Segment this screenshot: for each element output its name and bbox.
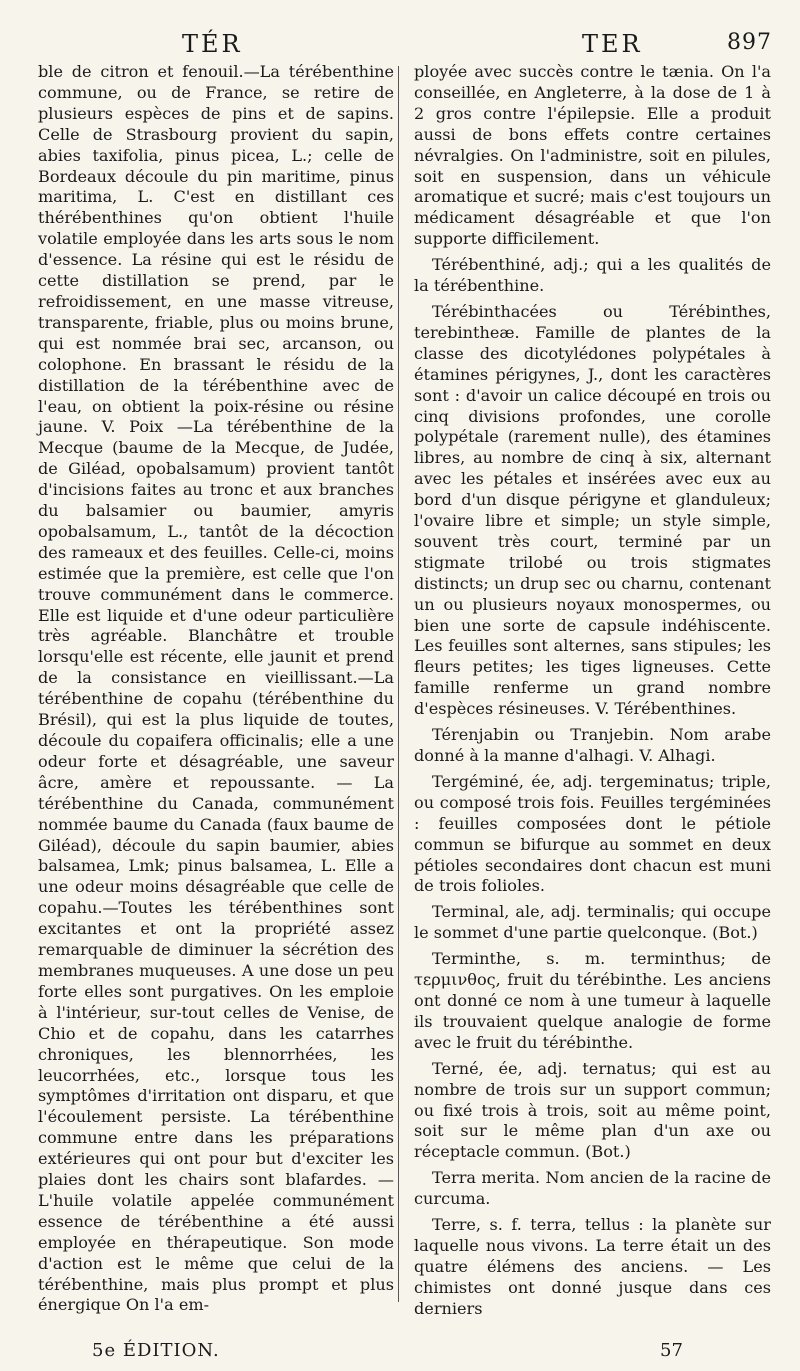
- entry-terre: Terre, s. f. terra, tellus : la planète sur laquelle nous vivons. La terre était un des quatre élémens des anciens. — Les chimistes ont donné jusque dans ces derniers: [414, 1215, 771, 1318]
- entry-terebinthacees: Térébinthacées ou Térébinthes, terebintheæ. Famille de plantes de la classe des dicotylédones polypétales à étamines périgynes, J., dont les caractères sont : d'avoir un calice découpé en trois ou cinq divisions profondes, une corolle polypétale (rarement nulle), des étamines libres, au nombre de cinq à six, alternant avec les pétales et insérées avec eux au bord d'un disque périgyne et glanduleux; l'ovaire libre et simple; un style simple, souvent très court, terminé par un stigmate trilobé ou trois stigmates distincts; un drup sec ou charnu, contenant un ou plusieurs noyaux monospermes, ou bien une sorte de capsule indéhiscente. Les feuilles sont alternes, sans stipules; les fleurs petites; les tiges ligneuses. Cette famille renferme un grand nombre d'espèces résineuses. V. Térébenthines.: [414, 301, 771, 719]
- entry-tergemine: Tergéminé, ée, adj. tergeminatus; triple, ou composé trois fois. Feuilles tergéminées : feuilles composées dont le pétiole commun se bifurque au sommet en deux pétioles secondaires dont chacun est muni de trois folioles.: [414, 771, 771, 896]
- entry-terminthe: Terminthe, s. m. terminthus; de τερμινθος, fruit du térébinthe. Les anciens ont donné ce nom à une tumeur à laquelle ils trouvaient quelque analogie de forme avec le fruit du térébinthe.: [414, 949, 771, 1052]
- entry-terenjabin: Térenjabin ou Tranjebin. Nom arabe donné à la manne d'alhagi. V. Alhagi.: [414, 725, 771, 765]
- entry-terminal: Terminal, ale, adj. terminalis; qui occupe le sommet d'une partie quelconque. (Bot.): [414, 902, 771, 943]
- running-head-right: TER: [582, 30, 643, 58]
- page-footer: [34, 1340, 772, 1364]
- edition-mark: 5e ÉDITION.: [92, 1340, 220, 1361]
- right-column: [414, 62, 771, 1320]
- entry-terebenthine: Térébenthiné, adj.; qui a les qualités de la térébenthine.: [414, 255, 771, 296]
- entry-terra-merita: Terra merita. Nom ancien de la racine de curcuma.: [414, 1168, 771, 1209]
- entry-paragraph: ployée avec succès contre le tænia. On l'a conseillée, en Angleterre, à la dose de 1 à 2 gros contre l'épilepsie. Elle a produit aussi de bons effets contre certaines névralgies. On l'administre, soit en pilules, soit en suspension, dans un véhicule aromatique et sucré; mais c'est toujours un médicament désagréable et que l'on supporte difficilement.: [414, 62, 771, 249]
- signature-mark: 57: [660, 1340, 683, 1361]
- entry-terne: Terné, ée, adj. ternatus; qui est au nombre de trois sur un support commun; ou fixé trois à trois, soit au même point, soit sur le même plan d'un axe ou réceptacle commun. (Bot.): [414, 1058, 771, 1162]
- entry-paragraph: ble de citron et fenouil.—La térébenthine commune, ou de France, se retire de plusieurs espèces de pins et de sapins. Celle de Strasbourg provient du sapin, abies taxifolia, pinus picea, L.; celle de Bordeaux découle du pin maritime, pinus maritima, L. C'est en distillant ces thérébenthines qu'on obtient l'huile volatile employée dans les arts sous le nom d'essence. La résine qui est le résidu de cette distillation se prend, par le refroidissement, en une masse vitreuse, transparente, friable, plus ou moins brune, qui est nommée brai sec, arcanson, ou colophone. En brassant le résidu de la distillation de la térébenthine avec de l'eau, on obtient la poix-résine ou résine jaune. V. Poix —La térébenthine de la Mecque (baume de la Mecque, de Judée, de Giléad, opobalsamum) provient tantôt d'incisions faites au tronc et aux branches du balsamier ou baumier, amyris opobalsamum, L., tantôt de la décoction des rameaux et des feuilles. Celle-ci, moins estimée que la première, est celle que l'on trouve communément dans le commerce. Elle est liquide et d'une odeur particulière très agréable. Blanchâtre et trouble lorsqu'elle est récente, elle jaunit et prend de la consistance en vieillissant.—La térébenthine de copahu (térébenthine du Brésil), qui est la plus liquide de toutes, découle du copaifera officinalis; elle a une odeur forte et désagréable, une saveur âcre, amère et repoussante. — La térébenthine du Canada, communément nommée baume du Canada (faux baume de Giléad), découle du sapin baumier, abies balsamea, Lmk; pinus balsamea, L. Elle a une odeur moins désagréable que celle de copahu.—Toutes les térébenthines sont excitantes et ont la propriété assez remarquable de diminuer la sécrétion des membranes muqueuses. A une dose un peu forte elles sont purgatives. On les emploie à l'intérieur, sur-tout celles de Venise, de Chio et de copahu, dans les catarrhes chroniques, les blennorrhées, les leucorrhées, etc., lorsque tous les symptômes d'irritation ont disparu, et que l'écoulement persiste. La térébenthine commune entre dans les préparations extérieures qui ont pour but d'exciter les plaies dont les chairs sont blafardes. — L'huile volatile appelée communément essence de térébenthine a été aussi employée en thérapeutique. Son mode d'action est le même que celui de la térébenthine, mais plus prompt et plus énergique On l'a em-: [38, 62, 394, 1315]
- column-rule: [398, 66, 399, 1302]
- left-column: [38, 62, 394, 1316]
- page-number: 897: [727, 30, 772, 55]
- page-header: [34, 30, 772, 60]
- running-head-left: TÉR: [182, 30, 243, 58]
